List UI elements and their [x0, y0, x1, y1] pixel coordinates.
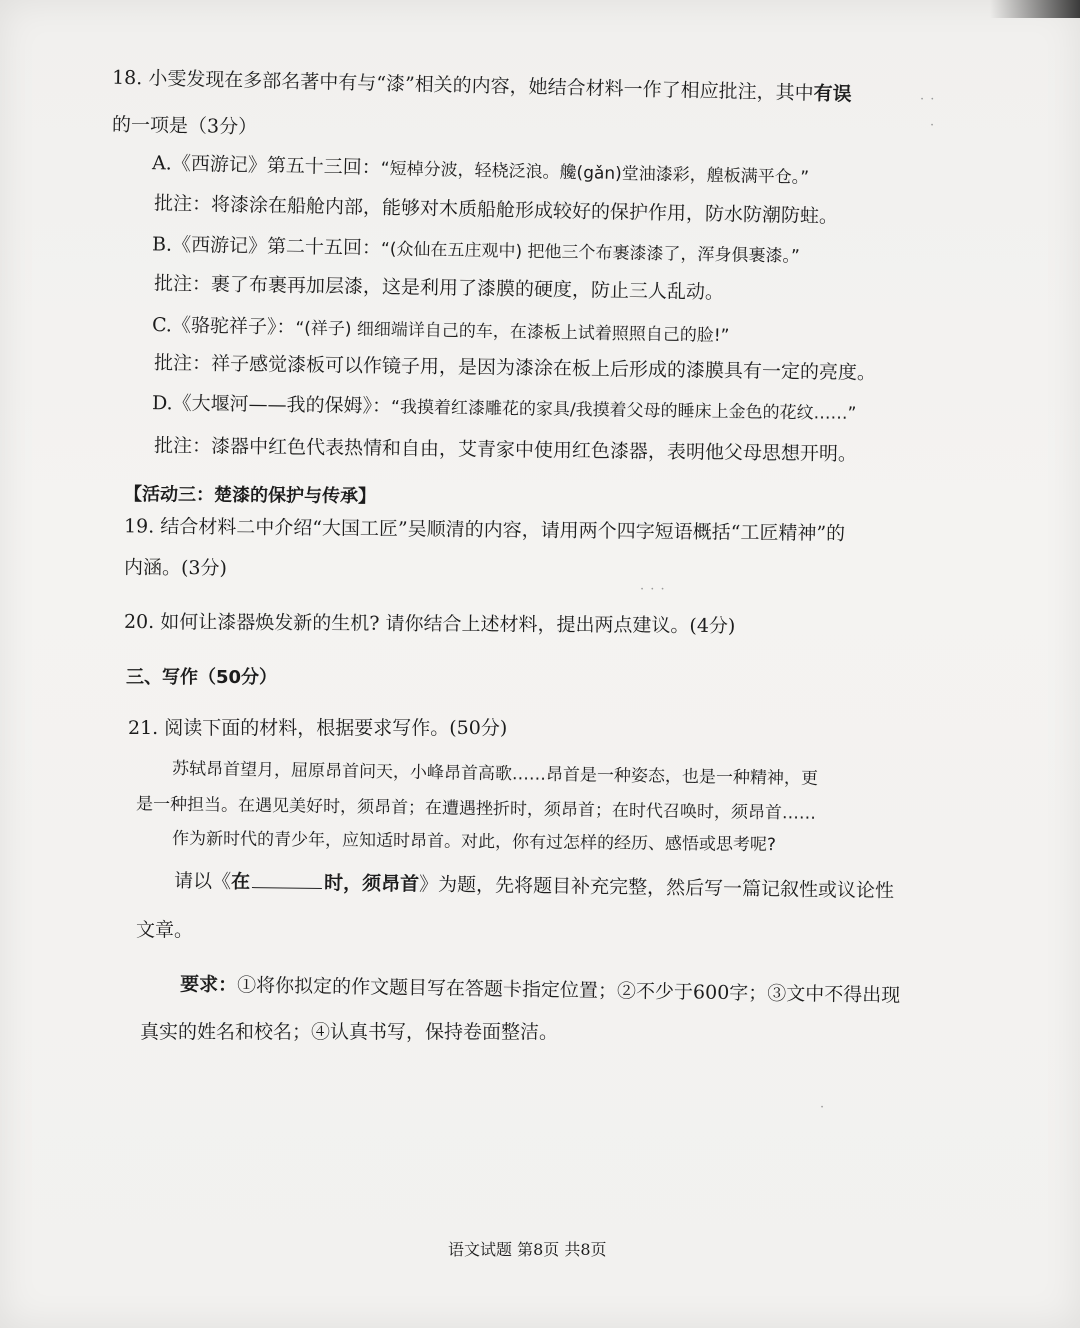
requirements-cont: 真实的姓名和校名；④认真书写，保持卷面整洁。 — [140, 1021, 559, 1043]
option-b-note: 批注：裹了布裹再加层漆，这是利用了漆膜的硬度，防止三人乱动。 — [153, 272, 725, 304]
option-d-quote: “我摸着红漆雕花的家具/我摸着父母的睡床上金色的花纹……” — [390, 397, 857, 424]
writing-prompt — [174, 867, 894, 905]
option-c-label: C.《骆驼祥子》： — [151, 313, 296, 339]
option-c-quote: “(祥子) 细细端详自己的车，在漆板上试着照照自己的脸!” — [295, 318, 730, 347]
scan-bleed-mark: · — [820, 1100, 826, 1115]
question-19-line1: 19. 结合材料二中介绍“大国工匠”吴顺清的内容，请用两个四字短语概括“工匠精神”的 — [123, 515, 846, 545]
option-a-note: 批注：将漆涂在船舱内部，能够对木质船舱形成较好的保护作用，防水防潮防蛀。 — [153, 192, 839, 228]
option-d — [152, 389, 857, 428]
option-d-label: D.《大堰河——我的保姆》： — [151, 392, 392, 418]
question-18-stem — [112, 64, 852, 109]
question-18-stem-cont: 的一项是（3分） — [111, 113, 258, 139]
prompt-after: 》为题，先将题目补充完整，然后写一篇记叙性或议论性 — [418, 873, 895, 903]
requirements-text: ①将你拟定的作文题目写在答题卡指定位置；②不少于600字；③文中不得出现 — [236, 974, 901, 1007]
material-line-1: 苏轼昂首望月，屈原昂首问天，小峰昂首高歌……昂首是一种姿态，也是一种精神，更 — [171, 758, 819, 790]
section-3-heading: 三、写作（50分） — [126, 667, 278, 688]
question-18-text: 18. 小雯发现在多部名著中有与“漆”相关的内容，她结合材料一作了相应批注，其中 — [111, 66, 814, 105]
scan-bleed-mark: · · · — [640, 582, 666, 597]
option-b-label: B.《西游记》第二十五回： — [151, 233, 382, 260]
title-blank — [252, 869, 322, 889]
requirements-label: 要求： — [179, 973, 238, 997]
option-c — [152, 311, 730, 350]
option-a-label: A.《西游记》第五十三回： — [151, 152, 382, 179]
option-a — [152, 149, 810, 192]
material-line-3: 作为新时代的青少年，应知适时昂首。对此，你有过怎样的经历、感悟或思考呢? — [171, 828, 777, 856]
question-21: 21. 阅读下面的材料，根据要求写作。(50分) — [128, 717, 508, 739]
option-a-quote: “短棹分波，轻桡泛浪。艬(gǎn)堂油漆彩，艎板满平仓。” — [380, 158, 810, 188]
question-20: 20. 如何让漆器焕发新的生机? 请你结合上述材料，提出两点建议。(4分) — [123, 610, 736, 638]
prompt-before: 请以《 — [173, 869, 232, 893]
activity-3-heading: 【活动三：楚漆的保护与传承】 — [123, 483, 377, 508]
scan-bleed-mark: · — [930, 118, 936, 133]
question-18-emphasis: 有误 — [813, 82, 852, 106]
option-c-note: 批注：祥子感觉漆板可以作镜子用，是因为漆涂在板上后形成的漆膜具有一定的亮度。 — [153, 351, 877, 385]
option-d-note: 批注：漆器中红色代表热情和自由，艾青家中使用红色漆器，表明他父母思想开明。 — [153, 434, 858, 466]
option-b-quote: “(众仙在五庄观中) 把他三个布裹漆漆了，浑身俱裹漆。” — [380, 239, 800, 267]
option-b — [152, 230, 800, 270]
scan-corner-shadow — [990, 0, 1080, 18]
prompt-title-start: 在 — [230, 870, 251, 894]
question-19-line2: 内涵。(3分) — [123, 556, 227, 580]
prompt-title-end: 时，须昂首 — [323, 872, 420, 896]
scan-bleed-mark: · · — [920, 92, 936, 107]
material-line-2: 是一种担当。在遇见美好时，须昂首；在遭遇挫折时，须昂首；在时代召唤时，须昂首…… — [135, 794, 817, 824]
requirements — [180, 970, 901, 1009]
page-footer: 语文试题 第8页 共8页 — [448, 1240, 607, 1259]
writing-prompt-cont: 文章。 — [136, 919, 194, 941]
